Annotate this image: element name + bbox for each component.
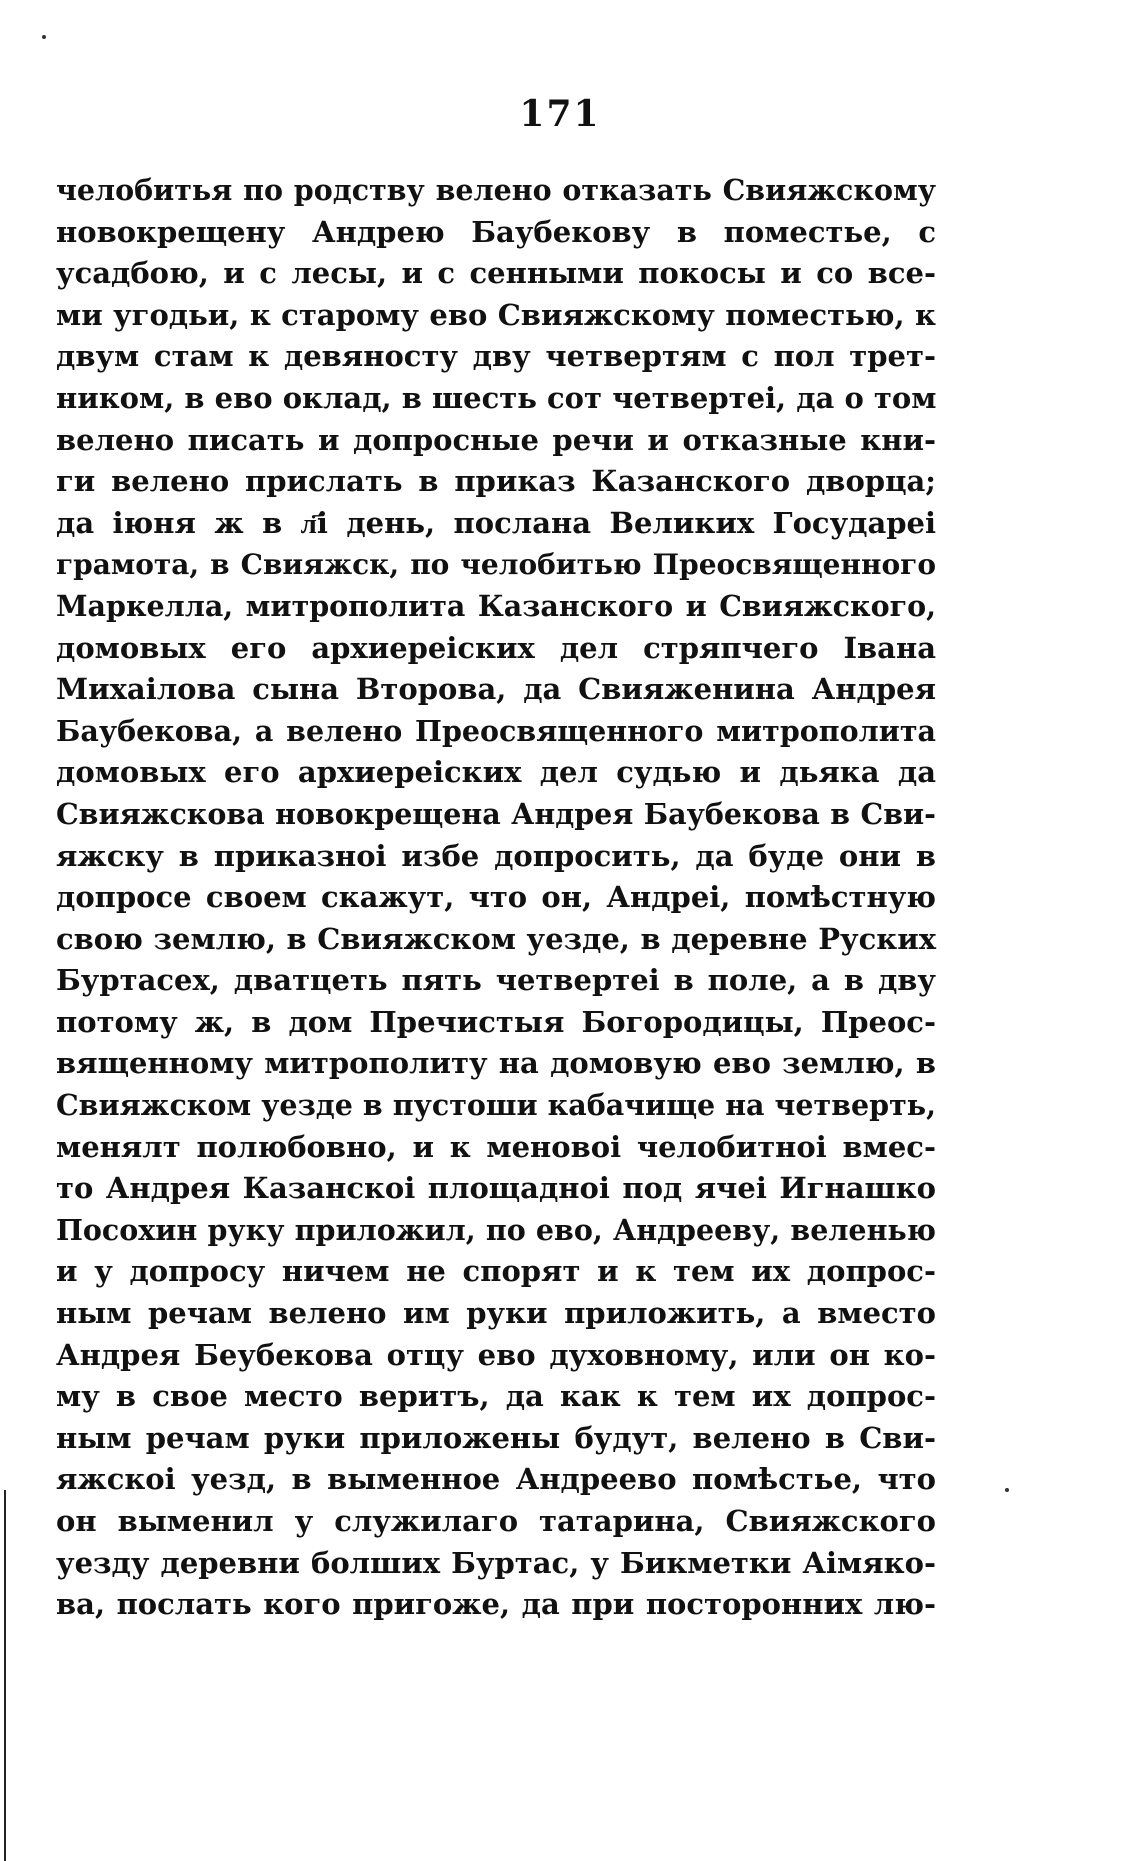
scan-speck <box>42 35 46 39</box>
text-line: ным речам велено им руки приложить, а вместо <box>56 1296 936 1331</box>
text-line: да іюня ж в л҃і день, послана Великих Государеі <box>56 505 936 540</box>
text-line: ным речам руки приложены будут, велено в Сви- <box>56 1420 936 1455</box>
body-text <box>56 170 936 1626</box>
text-line: ги велено прислать в приказ Казанского дворца; <box>56 464 936 499</box>
scan-speck <box>1005 1488 1009 1492</box>
text-line: допросе своем скажут, что он, Андреі, помѣстную <box>56 880 936 915</box>
text-line: Свияжскова новокрещена Андрея Баубекова в Сви- <box>56 796 936 831</box>
text-line: Баубекова, а велено Преосвященного митрополита <box>56 713 936 748</box>
text-line: велено писать и допросные речи и отказные кни- <box>56 422 936 457</box>
text-line: грамота, в Свияжск, по челобитью Преосвященного <box>56 548 936 582</box>
text-line: Свияжском уезде в пустоши кабачище на четверть, <box>56 1088 936 1123</box>
text-line: му в свое место веритъ, да как к тем их допрос- <box>56 1379 936 1414</box>
text-line: Михаілова сына Второва, да Свияженина Андрея <box>56 672 936 707</box>
text-line: челобитья по родству велено отказать Свияжскому <box>56 173 936 207</box>
text-line: свою землю, в Свияжском уезде, в деревне Руских <box>56 921 936 956</box>
text-line: усадбою, и с лесы, и с сенными покосы и со все- <box>56 256 936 291</box>
text-line: и у допросу ничем не спорят и к тем их допрос- <box>56 1254 936 1289</box>
text-line: яжску в приказноі избе допросить, да буде они в <box>56 838 936 873</box>
text-line: Посохин руку приложил, по ево, Андрееву, веленью <box>56 1212 936 1247</box>
text-line: вященному митрополиту на домовую ево землю, в <box>56 1046 936 1081</box>
text-line: Маркелла, митрополита Казанского и Свияжского, <box>56 588 936 623</box>
page-edge-line <box>4 1490 6 1861</box>
text-line: домовых его архиереіских дел судью и дьяка да <box>56 755 936 790</box>
text-line: то Андрея Казанскоі площадноі под ячеі Игнашко <box>56 1171 936 1206</box>
text-line: менялт полюбовно, и к меновоі челобитноі вмес- <box>56 1129 936 1164</box>
text-line: ником, в ево оклад, в шесть сот четвертеі, да о том <box>56 380 937 415</box>
text-line: яжскоі уезд, в выменное Андреево помѣстье, что <box>56 1462 936 1497</box>
text-line: Андрея Беубекова отцу ево духовному, или он ко- <box>56 1337 936 1372</box>
text-line: Буртасех, дватцеть пять четвертеі в поле, а в дву <box>56 963 936 998</box>
text-line: потому ж, в дом Пречистыя Богородицы, Преос- <box>56 1004 936 1039</box>
text-line: ва, послать кого пригоже, да при посторонних лю- <box>56 1587 936 1622</box>
text-line: двум стам к девяносту дву четвертям с пол трет- <box>56 339 936 374</box>
text-line: ми угодьи, к старому ево Свияжскому поместью, к <box>56 297 936 332</box>
text-line: новокрещену Андрею Баубекову в поместье, с <box>56 214 936 249</box>
text-line: он выменил у служилаго татарина, Свияжского <box>56 1504 936 1538</box>
page-number: 171 <box>519 93 601 135</box>
text-line: уезду деревни болших Буртас, у Бикметки Аімяко- <box>56 1545 936 1580</box>
text-line: домовых его архиереіских дел стряпчего Івана <box>56 630 936 665</box>
